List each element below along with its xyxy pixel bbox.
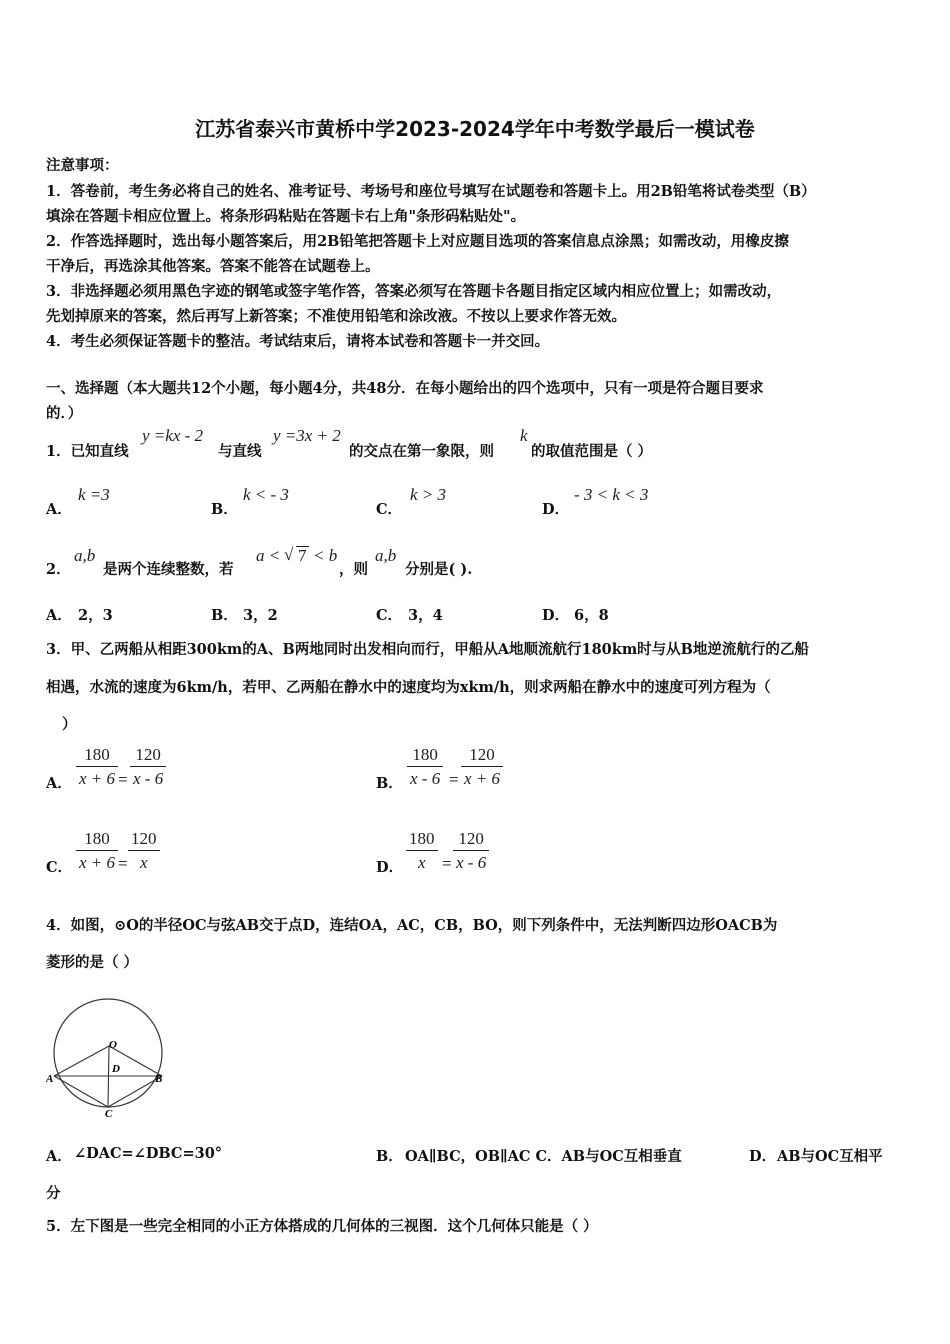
denominator: x - 6 [456, 853, 487, 872]
q1-option-a: k =3 [78, 485, 110, 504]
numerator: 120 [131, 829, 157, 848]
q3-text-line: 相遇，水流的速度为6km/h，若甲、乙两船在静水中的速度均为xkm/h，则求两船在静水中的速度可列方程为（ [46, 679, 771, 696]
numerator: 180 [412, 745, 438, 764]
denominator: x [139, 853, 148, 872]
q3-option-a-label: A． [46, 775, 72, 792]
q4-option-b-label: B． [376, 1148, 403, 1165]
q1-text-2: 与直线 [218, 443, 262, 460]
notice-line: 先划掉原来的答案，然后再写上新答案；不准使用铅笔和涂改液。不按以上要求作答无效。 [46, 308, 626, 325]
q2-text-2: ，则 [339, 561, 368, 578]
q4-option-d: AB与OC互相平 [777, 1148, 883, 1165]
q2-option-b: 3，2 [243, 607, 278, 624]
notice-line: 2．作答选择题时，选出每小题答案后，用2B铅笔把答题卡上对应题目选项的答案信息点涂黑；如需改动，用橡皮擦 [46, 233, 789, 250]
q2-option-b-label: B． [211, 607, 238, 624]
q1-equation-1: y =kx - 2 [142, 426, 204, 445]
q3-option-c-label: C． [46, 859, 73, 876]
numerator: 120 [458, 829, 484, 848]
label-a: A [46, 1073, 54, 1085]
q2-option-c: 3，4 [408, 607, 443, 624]
q1-option-d: - 3 < k < 3 [574, 485, 649, 504]
q2-text-3: 分别是( ). [405, 561, 473, 578]
q1-option-a-label: A． [46, 501, 72, 518]
q2-option-a-label: A． [46, 607, 72, 624]
q3-option-d-fraction-left [406, 829, 438, 873]
notice-line: 3．非选择题必须用黑色字迹的钢笔或签字笔作答，答案必须写在答题卡各题目指定区域内相应位置上；如需改动， [46, 283, 782, 300]
q1-equation-2: y =3x + 2 [273, 426, 341, 445]
equals-sign: = [118, 854, 128, 873]
q3-text-line: ） [62, 716, 77, 733]
equals-sign: = [442, 854, 452, 873]
numerator: 180 [409, 829, 435, 848]
q5-text-line: 5．左下图是一些完全相同的小正方体搭成的几何体的三视图．这个几何体只能是（ ） [46, 1218, 598, 1235]
segment-oa [54, 1046, 109, 1076]
notice-line: 4．考生必须保证答题卡的整洁。考试结束后，请将本试卷和答题卡一并交回。 [46, 333, 550, 350]
q2-option-a: 2，3 [78, 607, 113, 624]
denominator: x - 6 [133, 769, 164, 788]
numerator: 180 [84, 829, 110, 848]
q1-option-c-label: C． [376, 501, 403, 518]
q2-option-d-label: D． [542, 607, 570, 624]
q3-option-b-fraction-left [407, 745, 443, 789]
q2-sqrt-symbol: √ [284, 545, 294, 564]
numerator: 120 [135, 745, 161, 764]
q4-text-line: 4．如图，⊙O的半径OC与弦AB交于点D，连结OA，AC，CB，BO，则下列条件中，无法判断四边形OACB为 [46, 917, 778, 934]
q1-text-4: 的取值范围是（ ） [531, 443, 653, 460]
q1-text-1: 1．已知直线 [46, 443, 129, 460]
notice-line: 1．答卷前，考生务必将自己的姓名、准考证号、考场号和座位号填写在试题卷和答题卡上。用2B铅笔将试卷类型（B） [46, 183, 816, 200]
denominator: x - 6 [410, 769, 441, 788]
q2-sqrt-argument: 7 [298, 546, 307, 565]
q1-option-d-label: D． [542, 501, 570, 518]
label-b: B [155, 1073, 163, 1085]
denominator: x + 6 [79, 853, 116, 872]
notice-heading: 注意事项： [46, 157, 119, 174]
q2-inequality-left: a < [256, 546, 281, 565]
q4-text-line: 菱形的是（ ） [46, 954, 139, 971]
label-c: C [105, 1108, 113, 1120]
q2-text-1: 是两个连续整数，若 [103, 561, 234, 578]
q3-text-line: 3．甲、乙两船从相距300km的A、B两地同时出发相向而行，甲船从A地顺流航行180km时与从B地逆流航行的乙船 [46, 641, 809, 658]
q4-option-d-wrap: 分 [46, 1185, 61, 1202]
numerator: 180 [84, 745, 110, 764]
q2-number: 2． [46, 561, 71, 578]
q4-option-b-c: OA∥BC，OB∥AC C．AB与OC互相垂直 [405, 1148, 682, 1165]
equals-sign: = [118, 770, 128, 789]
q1-option-b: k < - 3 [243, 485, 289, 504]
q3-option-a-fraction-left [76, 745, 118, 789]
q4-option-a-label: A． [46, 1148, 72, 1165]
segment-bc [108, 1076, 162, 1107]
numerator: 120 [469, 745, 495, 764]
q1-option-b-label: B． [211, 501, 238, 518]
denominator: x + 6 [79, 769, 116, 788]
q2-option-d: 6，8 [574, 607, 609, 624]
q2-inequality-right: < b [313, 546, 338, 565]
denominator: x [417, 853, 426, 872]
q4-option-a: ∠DAC=∠DBC=30° [74, 1145, 223, 1162]
q3-option-b-label: B． [376, 775, 403, 792]
q3-option-c-fraction-left [76, 829, 118, 873]
segment-ac [54, 1076, 108, 1107]
notice-line: 干净后，再选涂其他答案。答案不能答在试题卷上。 [46, 258, 380, 275]
radius-oc [108, 1046, 109, 1107]
section-heading-cont: 的．） [46, 405, 83, 422]
q2-option-c-label: C． [376, 607, 403, 624]
q3-option-c-fraction-right [128, 829, 160, 873]
q1-option-c: k > 3 [410, 485, 447, 504]
label-d: D [112, 1063, 120, 1075]
label-o: O [109, 1039, 117, 1051]
equals-sign: = [449, 770, 459, 789]
denominator: x + 6 [464, 769, 501, 788]
q2-variables-2: a,b [375, 546, 397, 565]
section-heading: 一、选择题（本大题共12个小题，每小题4分，共48分．在每小题给出的四个选项中，只有一项是符合题目要求 [46, 380, 764, 397]
notice-line: 填涂在答题卡相应位置上。将条形码粘贴在答题卡右上角"条形码粘贴处"。 [46, 208, 526, 225]
q3-option-a-fraction-right [130, 745, 166, 789]
q3-option-d-label: D． [376, 859, 404, 876]
q1-variable: k [520, 426, 528, 445]
q3-option-d-fraction-right [453, 829, 489, 873]
q2-variables: a,b [74, 546, 96, 565]
q4-option-d-label: D． [749, 1148, 777, 1165]
page-title: 江苏省泰兴市黄桥中学2023-2024学年中考数学最后一模试卷 [195, 117, 755, 141]
q3-option-b-fraction-right [461, 745, 503, 789]
q1-text-3: 的交点在第一象限，则 [349, 443, 494, 460]
circle-rhombus-figure [46, 990, 171, 1120]
